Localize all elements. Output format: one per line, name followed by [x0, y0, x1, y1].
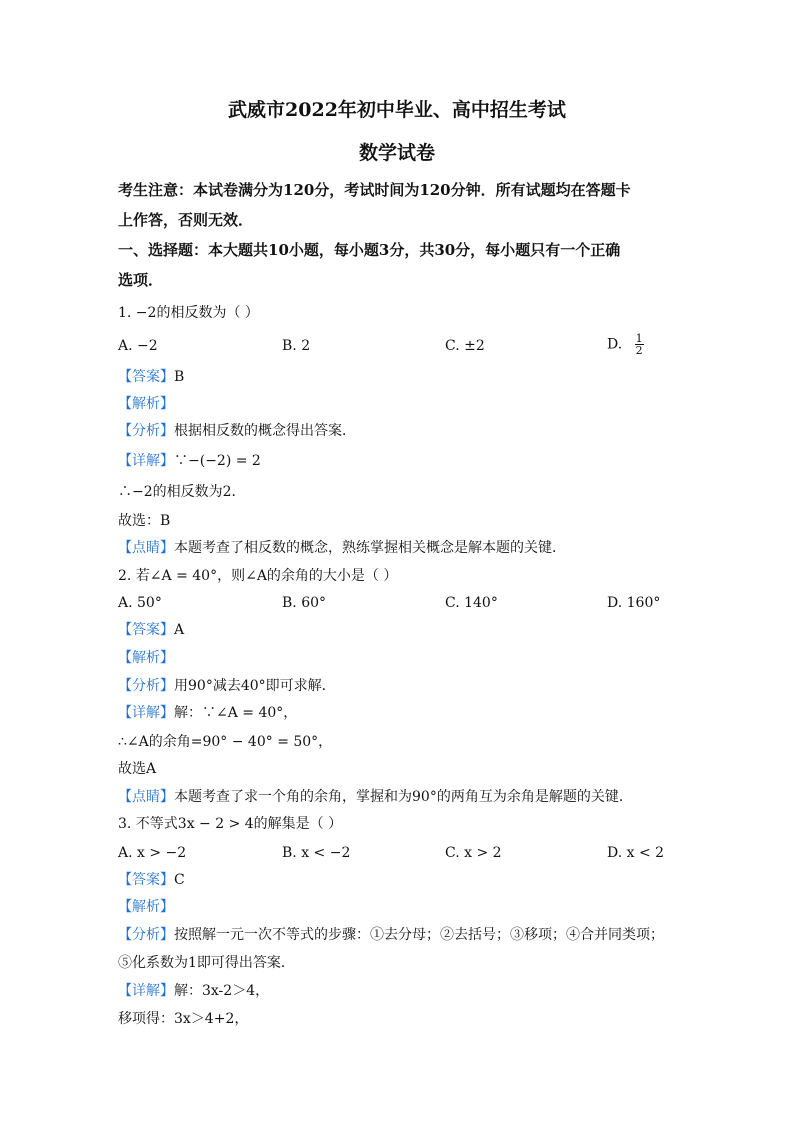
q1-option-d: [607, 333, 644, 356]
q2-dianjing: [118, 787, 633, 807]
q1-jiexi: [118, 394, 174, 414]
exam-title: 武威市2022年初中毕业、高中招生考试: [228, 99, 566, 121]
q2-stem: 2. 若∠A = 40°，则∠A的余角的大小是（ ）: [118, 568, 398, 584]
xiangjie-tag: 【详解】: [118, 705, 174, 721]
q1-option-d-fraction: [635, 333, 644, 356]
notice-line-1: 考生注意：本试卷满分为120分，考试时间为120分钟．所有试题均在答题卡: [118, 181, 631, 199]
answer-value: A: [174, 622, 185, 638]
q3-option-b: B. x < −2: [282, 845, 351, 861]
q2-option-c: C. 140°: [445, 595, 498, 611]
q2-answer: [118, 620, 184, 640]
q2-choice: 故选A: [118, 761, 157, 777]
section-heading-line-2: 选项．: [118, 271, 164, 289]
q2-jiexi: [118, 648, 174, 668]
q3-fenxi: [118, 925, 664, 945]
xiangjie-text: 解：3x-2＞4，: [174, 983, 270, 999]
q3-option-a: A. x > −2: [118, 845, 187, 861]
q1-stem: 1. −2的相反数为（ ）: [118, 305, 259, 321]
q3-fenxi-line-2: ⑤化系数为1即可得出答案．: [118, 955, 295, 971]
q1-option-c: C. ±2: [445, 338, 485, 354]
answer-tag: 【答案】: [118, 622, 174, 638]
jiexi-tag: 【解析】: [118, 396, 174, 412]
dianjing-text: 本题考查了求一个角的余角，掌握和为90°的两角互为余角是解题的关键．: [174, 789, 633, 805]
dianjing-text: 本题考查了相反数的概念，熟练掌握相关概念是解本题的关键．: [174, 540, 566, 556]
q3-jiexi: [118, 897, 174, 917]
answer-tag: 【答案】: [118, 872, 174, 888]
fenxi-tag: 【分析】: [118, 927, 174, 943]
q3-option-d: D. x < 2: [607, 845, 665, 861]
exam-subtitle: 数学试卷: [358, 142, 435, 164]
q1-therefore: ∴−2的相反数为2．: [118, 484, 246, 500]
dianjing-tag: 【点睛】: [118, 540, 174, 556]
answer-value: B: [174, 369, 185, 385]
answer-tag: 【答案】: [118, 369, 174, 385]
q2-xiangjie: [118, 703, 297, 723]
q1-option-a: A. −2: [118, 338, 158, 354]
fenxi-text: 根据相反数的概念得出答案．: [174, 423, 356, 439]
jiexi-tag: 【解析】: [118, 899, 174, 915]
q1-fenxi: [118, 421, 356, 441]
jiexi-tag: 【解析】: [118, 650, 174, 666]
q2-fenxi: [118, 676, 336, 696]
section-heading-line-1: 一、选择题：本大题共10小题，每小题3分，共30分，每小题只有一个正确: [118, 241, 621, 259]
fenxi-text: 用90°减去40°即可求解．: [174, 678, 336, 694]
q3-stem: 3. 不等式3x − 2 > 4的解集是（ ）: [118, 816, 343, 832]
q2-therefore: ∴∠A的余角=90° − 40° = 50°，: [118, 734, 333, 750]
notice-line-2: 上作答，否则无效．: [118, 211, 254, 229]
q1-dianjing: [118, 538, 566, 558]
q1-xiangjie: [118, 451, 261, 471]
q2-option-a: A. 50°: [118, 595, 162, 611]
q2-option-b: B. 60°: [282, 595, 327, 611]
dianjing-tag: 【点睛】: [118, 789, 174, 805]
fraction-numerator: 1: [635, 332, 643, 345]
q1-option-b: B. 2: [282, 338, 311, 354]
xiangjie-text: 解：∵∠A = 40°，: [174, 705, 298, 721]
fenxi-tag: 【分析】: [118, 423, 174, 439]
q1-choice: 故选：B: [118, 513, 171, 529]
q3-option-c: C. x > 2: [445, 845, 502, 861]
q3-step: 移项得：3x＞4+2，: [118, 1011, 249, 1027]
xiangjie-text: ∵−(−2) = 2: [174, 453, 261, 469]
xiangjie-tag: 【详解】: [118, 453, 174, 469]
fenxi-tag: 【分析】: [118, 678, 174, 694]
q2-option-d: D. 160°: [607, 595, 661, 611]
fenxi-text: 按照解一元一次不等式的步骤：①去分母；②去括号；③移项；④合并同类项；: [174, 927, 664, 943]
q1-option-d-label: D.: [607, 336, 623, 353]
q3-answer: [118, 870, 185, 890]
q1-answer: [118, 367, 184, 387]
xiangjie-tag: 【详解】: [118, 983, 174, 999]
fraction-denominator: 2: [635, 344, 643, 357]
answer-value: C: [174, 872, 185, 888]
q3-xiangjie: [118, 981, 269, 1001]
